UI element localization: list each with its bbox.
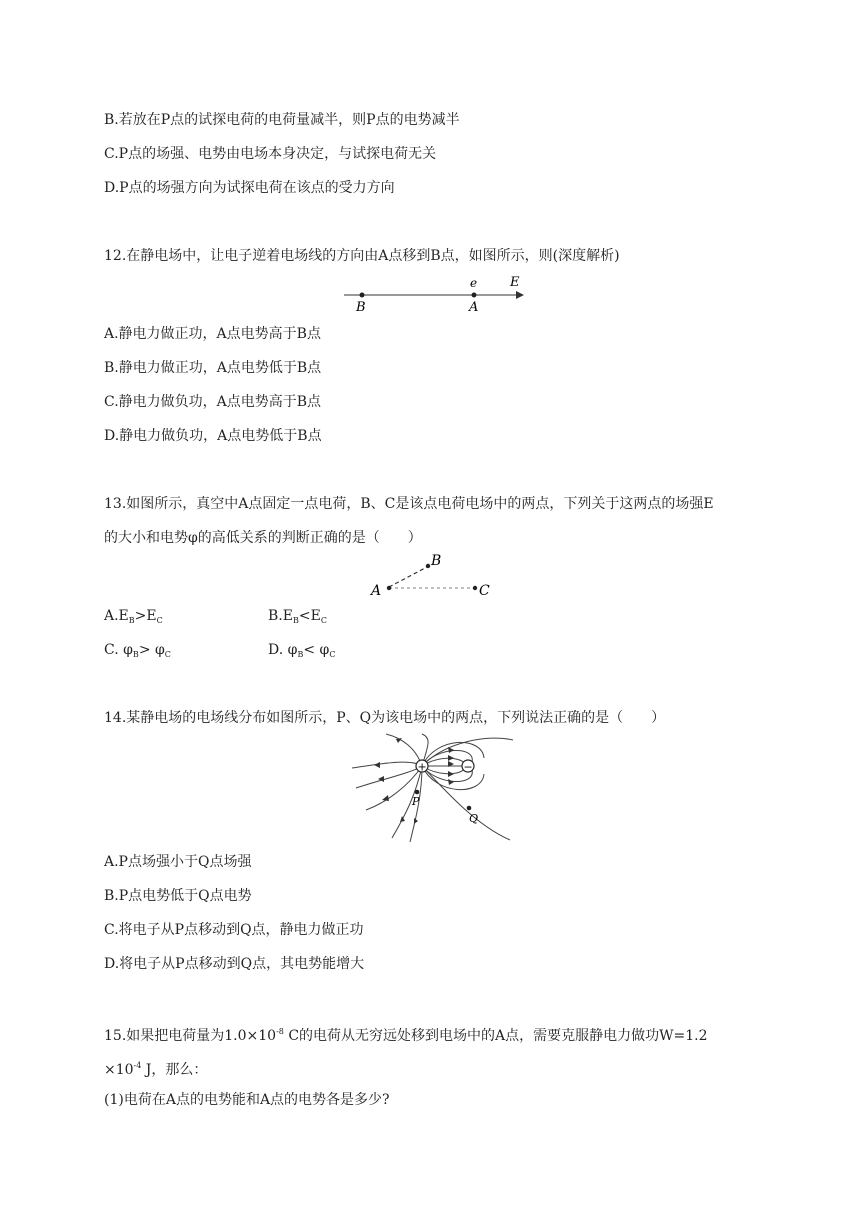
- svg-text:−: −: [463, 760, 473, 774]
- svg-text:B: B: [431, 553, 442, 569]
- q11-option-d: D.P点的场强方向为试探电荷在该点的受力方向: [104, 180, 395, 196]
- svg-text:A: A: [371, 583, 382, 599]
- svg-text:A: A: [469, 300, 479, 315]
- q13-stem-line2: 的大小和电势φ的高低关系的判断正确的是（ ）: [104, 530, 422, 546]
- q15-sub-question-1: (1)电荷在A点的电势能和A点的电势各是多少?: [104, 1092, 390, 1108]
- q14-stem: 14.某静电场的电场线分布如图所示，P、Q为该电场中的两点，下列说法正确的是（ ）: [104, 710, 666, 726]
- q12-option-b: B.静电力做正功，A点电势低于B点: [104, 360, 322, 376]
- q13-stem-line1: 13.如图所示，真空中A点固定一点电荷，B、C是该点电荷电场中的两点，下列关于这两点的场强E: [104, 496, 714, 512]
- svg-text:B: B: [356, 300, 366, 315]
- q13-option-a: $A.E_B>E_C$: [104, 608, 163, 625]
- q15-stem-line2: $\times 10^{-4}$ J，那么：: [104, 1061, 208, 1078]
- svg-text:e: e: [470, 276, 478, 290]
- q14-field-lines-figure: [350, 732, 515, 846]
- q12-option-a: A.静电力做正功，A点电势高于B点: [104, 326, 321, 342]
- q12-stem: 12.在静电场中，让电子逆着电场线的方向由A点移到B点，如图所示，则(深度解析): [104, 248, 620, 264]
- svg-text:E: E: [510, 275, 520, 290]
- q15-stem-line1: 15.如果把电荷量为$1.0\times 10^{-8}$ C的电荷从无穷远处移到电场中的A点，需要克服静电力做功W=1.2: [104, 1027, 708, 1044]
- svg-text:C: C: [479, 583, 490, 599]
- q14-option-d: D.将电子从P点移动到Q点，其电势能增大: [104, 956, 365, 972]
- q14-option-a: A.P点场强小于Q点场强: [104, 854, 252, 870]
- q14-option-b: B.P点电势低于Q点电势: [104, 888, 252, 904]
- q12-figure: [338, 274, 538, 316]
- q14-option-c: C.将电子从P点移动到Q点，静电力做正功: [104, 922, 364, 938]
- svg-text:Q: Q: [469, 812, 479, 825]
- svg-text:+: +: [417, 760, 427, 774]
- q11-option-b: B.若放在P点的试探电荷的电荷量减半，则P点的电势减半: [104, 112, 460, 128]
- q12-option-c: C.静电力做负功，A点电势高于B点: [104, 394, 322, 410]
- q13-option-c: C. $\varphi_B> \varphi_C$: [104, 642, 171, 659]
- q13-option-d: D. $\varphi_B< \varphi_C$: [268, 642, 336, 659]
- q12-option-d: D.静电力做负功，A点电势低于B点: [104, 428, 322, 444]
- q13-option-b: $B.E_B<E_C$: [268, 608, 327, 625]
- svg-text:P: P: [412, 795, 420, 808]
- q11-option-c: C.P点的场强、电势由电场本身决定，与试探电荷无关: [104, 146, 437, 162]
- q13-figure: [365, 550, 495, 600]
